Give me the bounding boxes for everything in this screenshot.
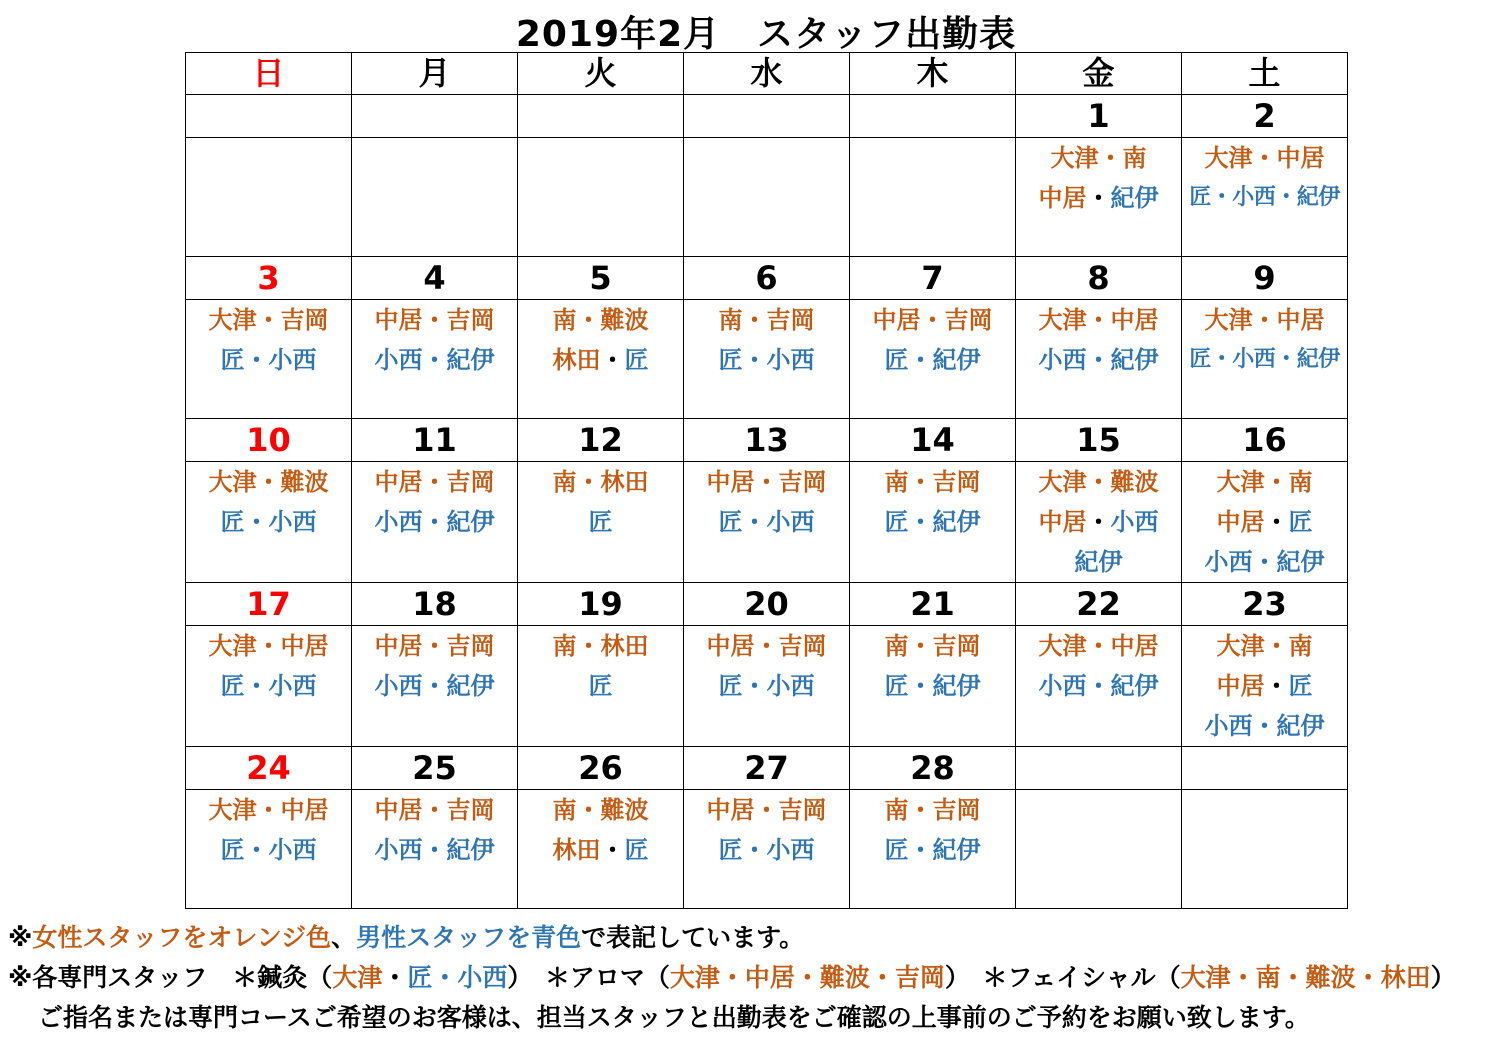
staff-cell <box>352 790 518 909</box>
female-staff: 中居・吉岡 <box>872 306 993 334</box>
staff-cell <box>352 300 518 419</box>
note-acu-female: 大津 <box>332 963 383 992</box>
female-staff: 大津・中居 <box>208 632 329 660</box>
female-staff: 大津・中居 <box>1204 144 1325 172</box>
staff-cell <box>850 626 1016 747</box>
staff-cell <box>850 138 1016 257</box>
note-reservation: ご指名または専門コースご希望のお客様は、担当スタッフと出勤表をご確認の上事前のご予約をお願い致します。 <box>38 1003 1310 1032</box>
female-staff: 大津・中居 <box>208 796 329 824</box>
staff-cell <box>1016 462 1182 583</box>
note-acu-male: 匠・小西 <box>407 963 508 992</box>
female-staff: 南・吉岡 <box>884 468 981 496</box>
female-staff: 林田 <box>552 836 601 864</box>
weekday-header: 木 <box>850 53 1016 95</box>
note-suffix: で表記しています。 <box>581 923 805 952</box>
female-staff: 大津・難波 <box>1038 468 1159 496</box>
date-cell: 21 <box>850 583 1016 626</box>
staff-cell <box>518 462 684 583</box>
staff-row <box>186 462 1348 583</box>
male-staff: 小西・紀伊 <box>374 346 495 374</box>
male-staff: 匠・小西 <box>220 672 317 700</box>
staff-row <box>186 300 1348 419</box>
staff-cell <box>186 626 352 747</box>
male-staff: 匠・紀伊 <box>884 508 981 536</box>
female-staff: 大津・中居 <box>1038 306 1159 334</box>
staff-cell <box>1182 138 1348 257</box>
separator-dot: ・ <box>1264 672 1289 700</box>
note-male: 男性スタッフを青色 <box>356 923 582 952</box>
date-row <box>186 257 1348 300</box>
mixed-staff <box>1182 666 1347 706</box>
date-cell: 4 <box>352 257 518 300</box>
male-staff: 匠 <box>624 346 649 374</box>
date-cell: 17 <box>186 583 352 626</box>
staff-cell <box>1182 790 1348 909</box>
date-row <box>186 583 1348 626</box>
staff-cell <box>352 626 518 747</box>
male-staff: 匠・紀伊 <box>884 672 981 700</box>
note-specialists <box>8 958 1456 998</box>
separator-dot: ・ <box>1264 508 1289 536</box>
date-cell: 27 <box>684 747 850 790</box>
staff-cell <box>1016 790 1182 909</box>
male-staff: 小西・紀伊 <box>1038 346 1159 374</box>
staff-cell <box>1016 626 1182 747</box>
date-cell <box>518 95 684 138</box>
date-cell: 13 <box>684 419 850 462</box>
female-staff: 中居・吉岡 <box>374 796 495 824</box>
female-staff: 中居 <box>1216 508 1265 536</box>
date-cell: 6 <box>684 257 850 300</box>
date-cell: 8 <box>1016 257 1182 300</box>
staff-cell <box>1016 138 1182 257</box>
female-staff: 大津・吉岡 <box>208 306 329 334</box>
staff-cell <box>1182 626 1348 747</box>
staff-cell <box>684 300 850 419</box>
staff-cell <box>850 300 1016 419</box>
date-cell: 2 <box>1182 95 1348 138</box>
staff-cell <box>186 790 352 909</box>
male-staff: 匠・小西 <box>718 346 815 374</box>
male-staff: 匠 <box>588 508 613 536</box>
date-row <box>186 419 1348 462</box>
male-staff: 紀伊 <box>1110 184 1159 212</box>
staff-cell <box>684 138 850 257</box>
staff-cell <box>518 138 684 257</box>
note-aroma-label: ） ＊アロマ（ <box>507 963 670 992</box>
date-cell: 14 <box>850 419 1016 462</box>
date-cell: 23 <box>1182 583 1348 626</box>
date-cell: 26 <box>518 747 684 790</box>
female-staff: 大津・南 <box>1216 632 1313 660</box>
weekday-header-row <box>186 53 1348 95</box>
male-staff: 匠・小西 <box>718 508 815 536</box>
male-staff: 匠・紀伊 <box>884 836 981 864</box>
male-staff: 小西・紀伊 <box>374 836 495 864</box>
staff-cell <box>518 300 684 419</box>
notes <box>8 918 1456 1038</box>
male-staff: 匠・小西・紀伊 <box>1189 347 1340 372</box>
female-staff: 中居・吉岡 <box>706 468 827 496</box>
staff-cell <box>684 462 850 583</box>
female-staff: 大津・難波 <box>208 468 329 496</box>
female-staff: 南・林田 <box>552 468 649 496</box>
male-staff: 匠 <box>1288 672 1313 700</box>
staff-row <box>186 138 1348 257</box>
mixed-staff <box>1182 502 1347 542</box>
note-female: 女性スタッフをオレンジ色 <box>32 923 332 952</box>
note-mark: ※ <box>8 923 33 952</box>
separator-dot: ・ <box>600 346 625 374</box>
date-row <box>186 95 1348 138</box>
male-staff: 小西・紀伊 <box>1204 712 1325 740</box>
date-cell: 18 <box>352 583 518 626</box>
date-cell: 19 <box>518 583 684 626</box>
male-staff: 匠・紀伊 <box>884 346 981 374</box>
date-cell <box>684 95 850 138</box>
female-staff: 南・難波 <box>552 306 649 334</box>
staff-cell <box>518 626 684 747</box>
staff-cell <box>518 790 684 909</box>
weekday-header: 火 <box>518 53 684 95</box>
staff-cell <box>1182 462 1348 583</box>
weekday-header: 土 <box>1182 53 1348 95</box>
male-staff: 匠・小西 <box>220 836 317 864</box>
female-staff: 中居 <box>1038 184 1087 212</box>
weekday-header: 日 <box>186 53 352 95</box>
female-staff: 林田 <box>552 346 601 374</box>
date-cell: 1 <box>1016 95 1182 138</box>
separator-dot: ・ <box>1086 184 1111 212</box>
date-cell <box>1182 747 1348 790</box>
male-staff: 匠・小西 <box>718 672 815 700</box>
female-staff: 大津・中居 <box>1038 632 1159 660</box>
date-cell: 9 <box>1182 257 1348 300</box>
weekday-header: 水 <box>684 53 850 95</box>
staff-cell <box>850 462 1016 583</box>
staff-cell <box>186 462 352 583</box>
date-cell: 16 <box>1182 419 1348 462</box>
date-cell: 10 <box>186 419 352 462</box>
staff-cell <box>1182 300 1348 419</box>
staff-row <box>186 790 1348 909</box>
male-staff: 匠 <box>624 836 649 864</box>
date-cell: 3 <box>186 257 352 300</box>
separator-dot: ・ <box>1086 508 1111 536</box>
female-staff: 南・難波 <box>552 796 649 824</box>
separator-dot: ・ <box>600 836 625 864</box>
note-spec-end: ） <box>1430 963 1456 992</box>
male-staff: 小西・紀伊 <box>374 672 495 700</box>
date-cell <box>1016 747 1182 790</box>
male-staff: 匠・小西 <box>718 836 815 864</box>
staff-cell <box>684 790 850 909</box>
date-row <box>186 747 1348 790</box>
date-cell: 11 <box>352 419 518 462</box>
date-cell: 22 <box>1016 583 1182 626</box>
note-sep: 、 <box>331 923 357 952</box>
note-acu-dot: ・ <box>382 963 408 992</box>
date-cell: 24 <box>186 747 352 790</box>
date-cell <box>850 95 1016 138</box>
mixed-staff <box>1016 178 1181 218</box>
male-staff: 匠・小西 <box>220 508 317 536</box>
male-staff: 小西 <box>1110 508 1159 536</box>
page-title: 2019年2月 スタッフ出勤表 <box>515 14 1017 55</box>
mixed-staff <box>518 340 683 380</box>
staff-cell <box>186 300 352 419</box>
staff-cell <box>352 462 518 583</box>
staff-cell <box>684 626 850 747</box>
male-staff: 小西・紀伊 <box>1038 672 1159 700</box>
male-staff: 匠 <box>588 672 613 700</box>
female-staff: 中居・吉岡 <box>374 306 495 334</box>
female-staff: 中居 <box>1216 672 1265 700</box>
staff-row <box>186 626 1348 747</box>
mixed-staff <box>1016 502 1181 542</box>
weekday-header: 金 <box>1016 53 1182 95</box>
male-staff: 匠・小西・紀伊 <box>1189 185 1340 210</box>
male-staff: 小西・紀伊 <box>374 508 495 536</box>
date-cell: 12 <box>518 419 684 462</box>
date-cell: 25 <box>352 747 518 790</box>
staff-cell <box>850 790 1016 909</box>
mixed-staff <box>518 830 683 870</box>
note-color-legend <box>8 918 1456 958</box>
female-staff: 中居・吉岡 <box>374 468 495 496</box>
female-staff: 南・吉岡 <box>718 306 815 334</box>
staff-calendar <box>185 52 1348 909</box>
date-cell: 20 <box>684 583 850 626</box>
female-staff: 大津・南 <box>1050 144 1147 172</box>
female-staff: 中居・吉岡 <box>706 632 827 660</box>
date-cell: 5 <box>518 257 684 300</box>
female-staff: 中居・吉岡 <box>374 632 495 660</box>
female-staff: 南・林田 <box>552 632 649 660</box>
date-cell <box>352 95 518 138</box>
note-facial-label: ） ＊フェイシャル（ <box>944 963 1181 992</box>
male-staff: 小西・紀伊 <box>1204 548 1325 576</box>
female-staff: 大津・中居 <box>1204 306 1325 334</box>
staff-cell <box>1016 300 1182 419</box>
female-staff: 南・吉岡 <box>884 632 981 660</box>
note-facial-staff: 大津・南・難波・林田 <box>1180 963 1431 992</box>
date-cell: 28 <box>850 747 1016 790</box>
female-staff: 南・吉岡 <box>884 796 981 824</box>
staff-cell <box>186 138 352 257</box>
female-staff: 大津・南 <box>1216 468 1313 496</box>
male-staff: 匠 <box>1288 508 1313 536</box>
male-staff: 紀伊 <box>1074 548 1123 576</box>
date-cell: 15 <box>1016 419 1182 462</box>
female-staff: 中居 <box>1038 508 1087 536</box>
note-spec-prefix: ※各専門スタッフ ＊鍼灸（ <box>8 963 333 992</box>
male-staff: 匠・小西 <box>220 346 317 374</box>
date-cell: 7 <box>850 257 1016 300</box>
staff-cell <box>352 138 518 257</box>
date-cell <box>186 95 352 138</box>
note-aroma-staff: 大津・中居・難波・吉岡 <box>669 963 945 992</box>
female-staff: 中居・吉岡 <box>706 796 827 824</box>
weekday-header: 月 <box>352 53 518 95</box>
